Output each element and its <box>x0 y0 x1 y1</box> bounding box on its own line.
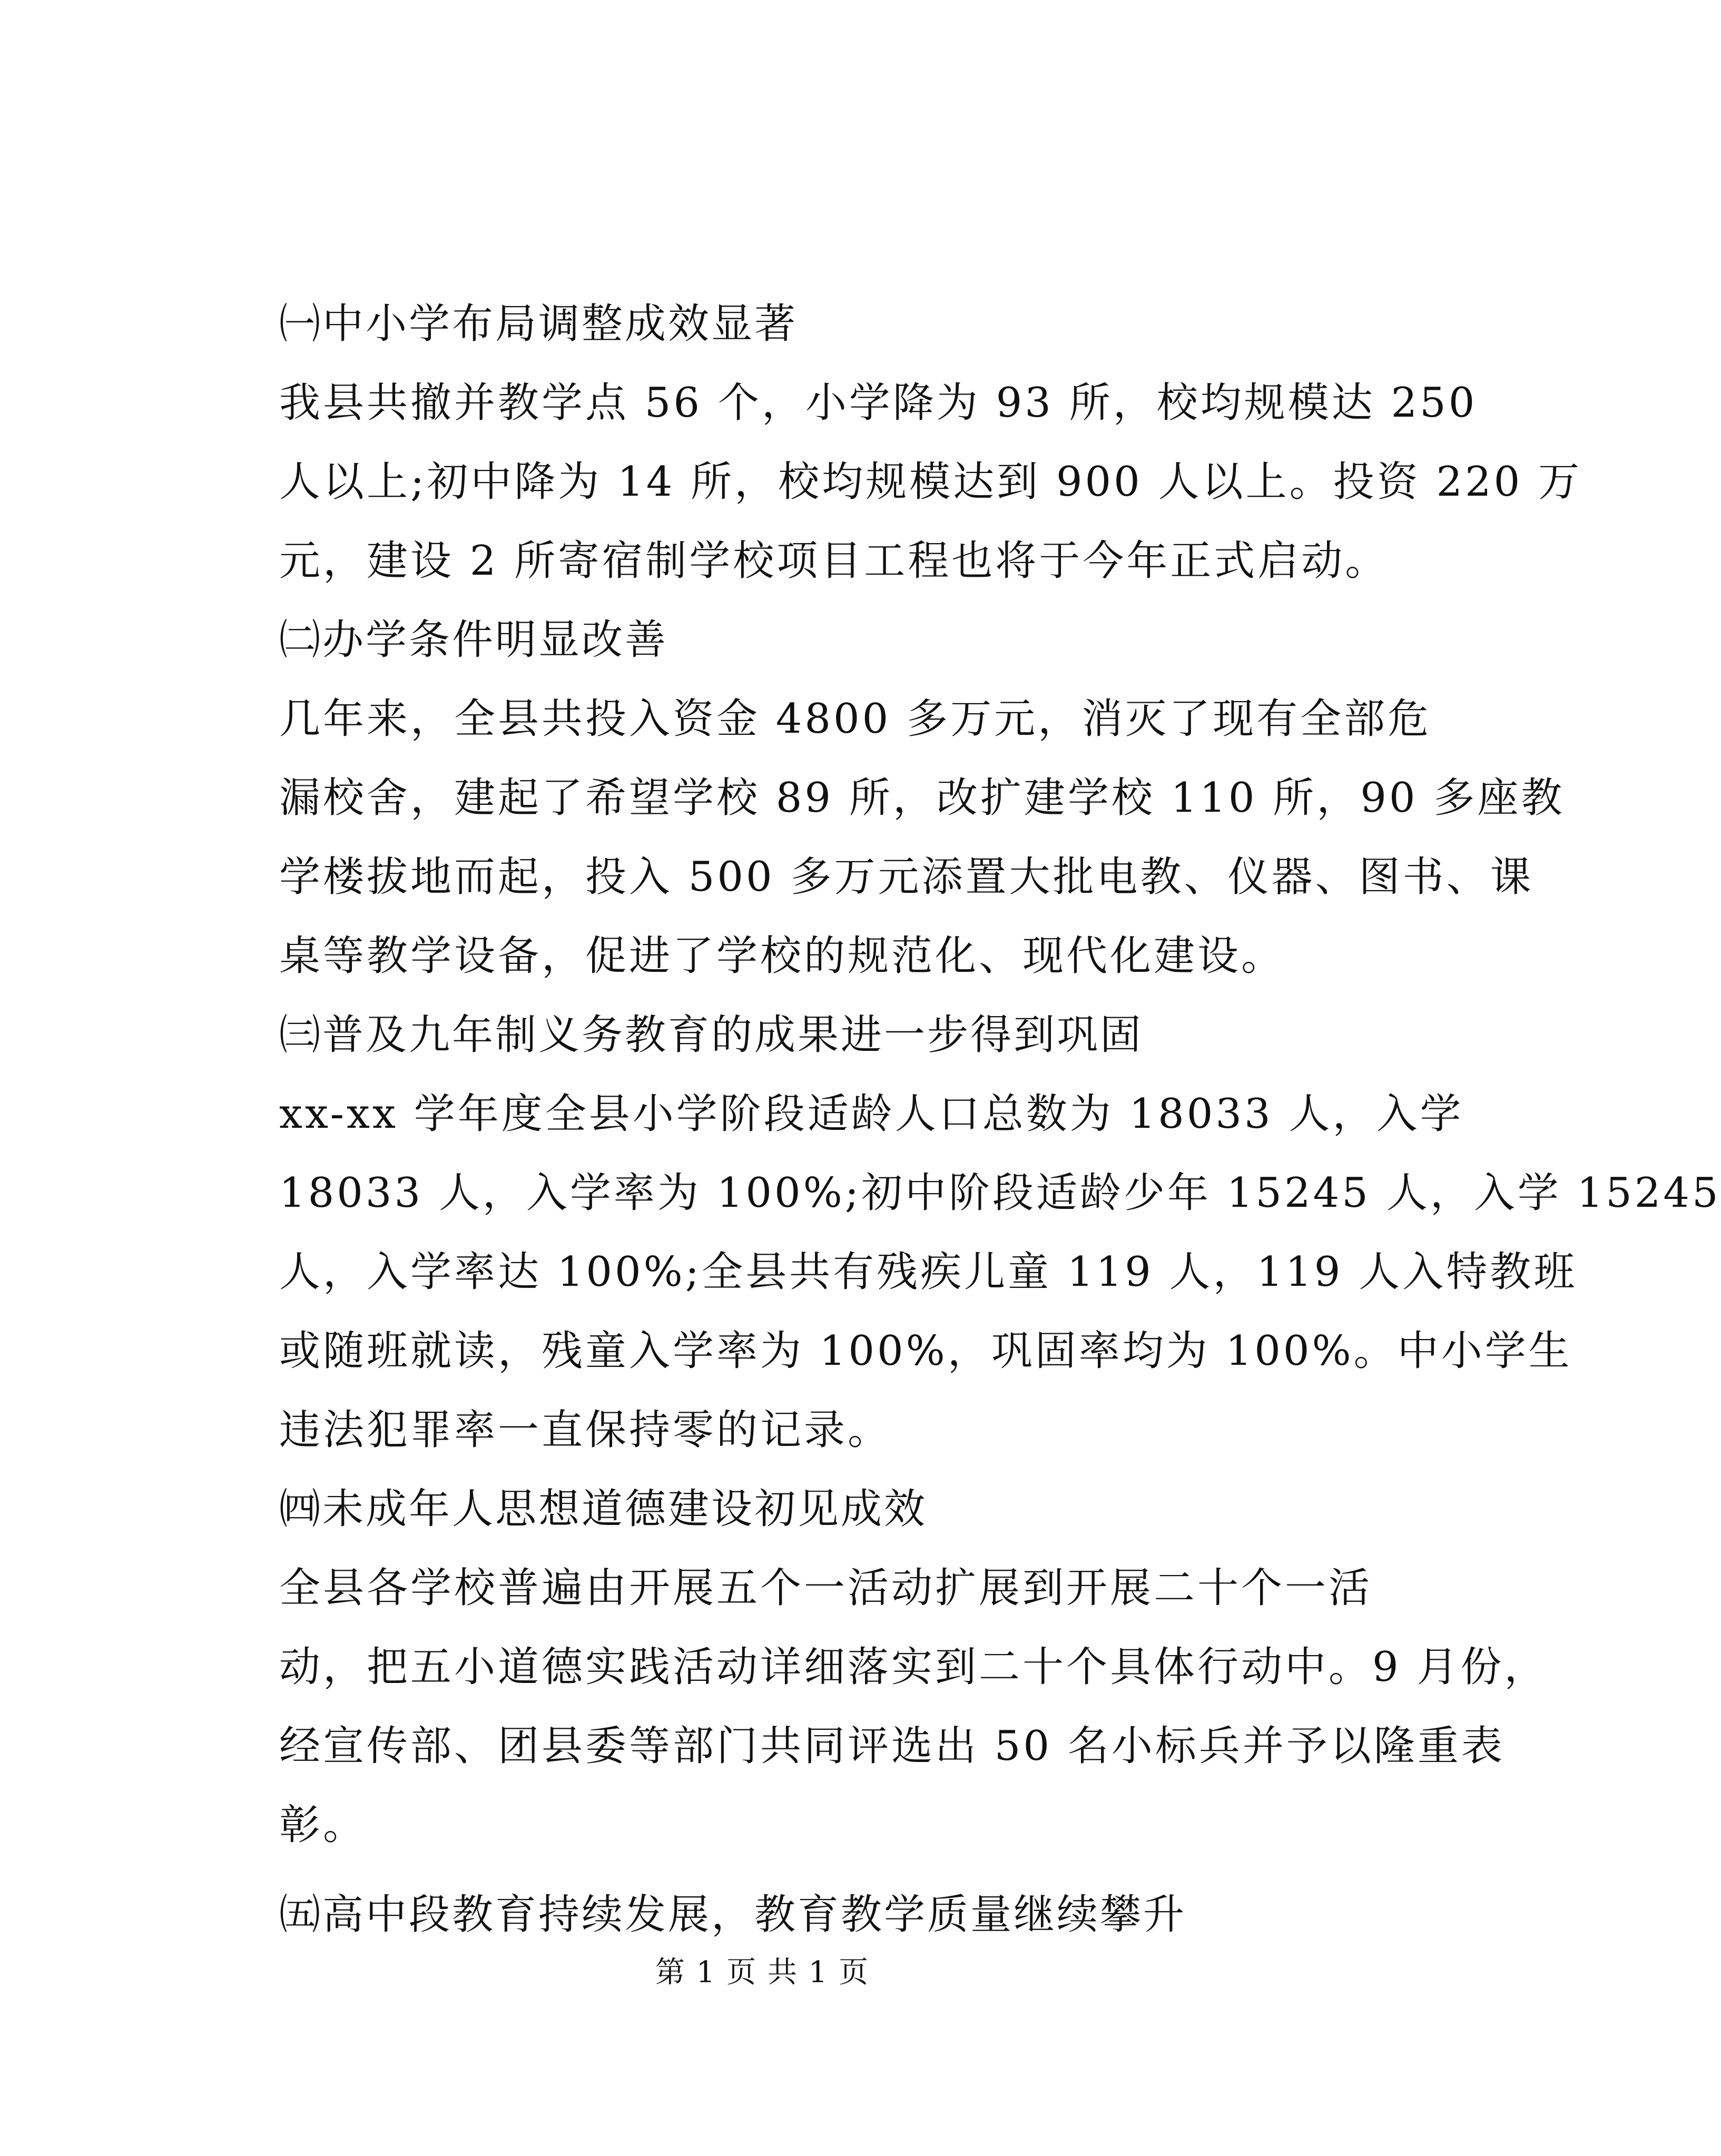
section-heading-2: ㈡办学条件明显改善 <box>279 616 668 664</box>
paragraph-line: 违法犯罪率一直保持零的记录。 <box>279 1406 892 1454</box>
paragraph-line: 彰。 <box>279 1801 367 1849</box>
section-heading-4: ㈣未成年人思想道德建设初见成效 <box>279 1485 928 1533</box>
section-heading-5: ㈤高中段教育持续发展，教育教学质量继续攀升 <box>279 1891 1187 1938</box>
paragraph-line: 漏校舍，建起了希望学校 89 所，改扩建学校 110 所，90 多座教 <box>279 774 1565 822</box>
paragraph-line: 人以上;初中降为 14 所，校均规模达到 900 人以上。投资 220 万 <box>279 458 1582 506</box>
paragraph-line: 人，入学率达 100%;全县共有残疾儿童 119 人，119 人入特教班 <box>279 1248 1578 1296</box>
section-paragraph-2 <box>279 680 1565 996</box>
section-heading-3: ㈢普及九年制义务教育的成果进一步得到巩固 <box>279 1011 1144 1059</box>
paragraph-line: 几年来，全县共投入资金 4800 多万元，消灭了现有全部危 <box>279 695 1432 743</box>
section-paragraph-1 <box>279 363 1582 600</box>
document-body <box>279 284 1721 1954</box>
paragraph-line: 全县各学校普遍由开展五个一活动扩展到开展二十个一活 <box>279 1564 1373 1612</box>
section-paragraph-4 <box>279 1549 1548 1865</box>
paragraph-line: 动，把五小道德实践活动详细落实到二十个具体行动中。9 月份， <box>279 1643 1548 1691</box>
paragraph-line: 或随班就读，残童入学率为 100%，巩固率均为 100%。中小学生 <box>279 1327 1572 1375</box>
paragraph-line: 桌等教学设备，促进了学校的规范化、现代化建设。 <box>279 932 1285 980</box>
paragraph-line: 学楼拔地而起，投入 500 多万元添置大批电教、仪器、图书、课 <box>279 853 1534 901</box>
page-footer: 第 1 页 共 1 页 <box>655 1955 870 1990</box>
section-paragraph-3 <box>279 1075 1721 1470</box>
paragraph-line: 经宣传部、团县委等部门共同评选出 50 名小标兵并予以隆重表 <box>279 1722 1505 1770</box>
paragraph-line: xx-xx 学年度全县小学阶段适龄人口总数为 18033 人，入学 <box>279 1090 1464 1138</box>
section-heading-1: ㈠中小学布局调整成效显著 <box>279 300 798 348</box>
paragraph-line: 我县共撤并教学点 56 个，小学降为 93 所，校均规模达 250 <box>279 379 1478 427</box>
paragraph-line: 元，建设 2 所寄宿制学校项目工程也将于今年正式启动。 <box>279 537 1389 585</box>
paragraph-line: 18033 人，入学率为 100%;初中阶段适龄少年 15245 人，入学 15245 <box>279 1169 1721 1217</box>
